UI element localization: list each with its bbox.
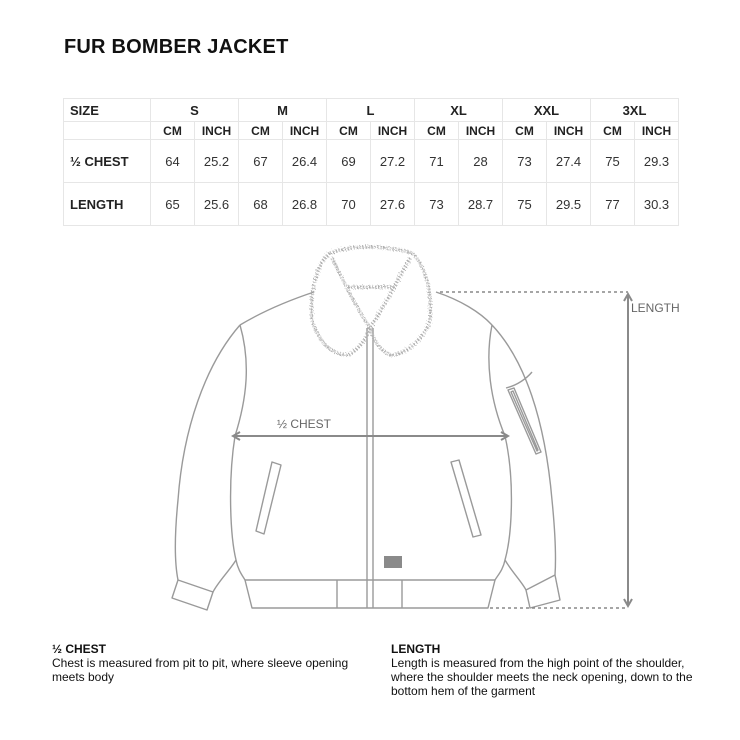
unit-cell: CM <box>151 122 195 140</box>
size-xl: XL <box>415 99 503 122</box>
row-label: ½ CHEST <box>64 140 151 183</box>
chest-note-text: Chest is measured from pit to pit, where sleeve opening meets body <box>52 656 349 684</box>
size-header-row <box>64 99 679 122</box>
table-cell: 28.7 <box>459 183 503 226</box>
brand-patch-icon <box>384 556 402 568</box>
unit-cell: CM <box>327 122 371 140</box>
table-cell: 29.3 <box>635 140 679 183</box>
table-cell: 65 <box>151 183 195 226</box>
chest-note <box>52 642 372 684</box>
table-cell: 73 <box>503 140 547 183</box>
length-note-text: Length is measured from the high point of the shoulder, where the shoulder meets the neck opening, down to the bottom hem of the garment <box>391 656 693 698</box>
page-title: FUR BOMBER JACKET <box>64 36 289 58</box>
unit-cell: INCH <box>371 122 415 140</box>
unit-cell: INCH <box>283 122 327 140</box>
table-cell: 71 <box>415 140 459 183</box>
table-cell: 67 <box>239 140 283 183</box>
unit-cell: CM <box>415 122 459 140</box>
unit-row <box>64 122 679 140</box>
length-note <box>391 642 711 698</box>
row-label: LENGTH <box>64 183 151 226</box>
size-s: S <box>151 99 239 122</box>
table-cell: 27.6 <box>371 183 415 226</box>
size-3xl: 3XL <box>591 99 679 122</box>
table-cell: 25.2 <box>195 140 239 183</box>
table-cell: 69 <box>327 140 371 183</box>
table-cell: 75 <box>503 183 547 226</box>
table-cell: 26.8 <box>283 183 327 226</box>
unit-cell: INCH <box>195 122 239 140</box>
jacket-diagram <box>0 240 740 630</box>
length-diagram-label: LENGTH <box>631 301 680 315</box>
table-cell: 29.5 <box>547 183 591 226</box>
table-cell: 64 <box>151 140 195 183</box>
table-cell: 30.3 <box>635 183 679 226</box>
size-label: SIZE <box>64 99 151 122</box>
chest-note-heading: ½ CHEST <box>52 642 107 656</box>
table-cell: 70 <box>327 183 371 226</box>
table-cell: 75 <box>591 140 635 183</box>
size-chart-table <box>63 98 679 226</box>
unit-cell: CM <box>239 122 283 140</box>
unit-cell: INCH <box>547 122 591 140</box>
unit-cell: CM <box>591 122 635 140</box>
unit-cell: CM <box>503 122 547 140</box>
table-row-length <box>64 183 679 226</box>
jacket-outline <box>172 292 560 610</box>
unit-cell: INCH <box>635 122 679 140</box>
length-note-heading: LENGTH <box>391 642 441 656</box>
table-cell: 27.2 <box>371 140 415 183</box>
table-cell: 25.6 <box>195 183 239 226</box>
size-xxl: XXL <box>503 99 591 122</box>
table-cell: 73 <box>415 183 459 226</box>
table-row-chest <box>64 140 679 183</box>
table-cell: 27.4 <box>547 140 591 183</box>
table-cell: 26.4 <box>283 140 327 183</box>
fur-collar <box>312 247 431 355</box>
table-cell: 77 <box>591 183 635 226</box>
size-m: M <box>239 99 327 122</box>
unit-cell: INCH <box>459 122 503 140</box>
size-l: L <box>327 99 415 122</box>
chest-diagram-label: ½ CHEST <box>277 417 332 431</box>
unit-empty <box>64 122 151 140</box>
table-cell: 28 <box>459 140 503 183</box>
table-cell: 68 <box>239 183 283 226</box>
